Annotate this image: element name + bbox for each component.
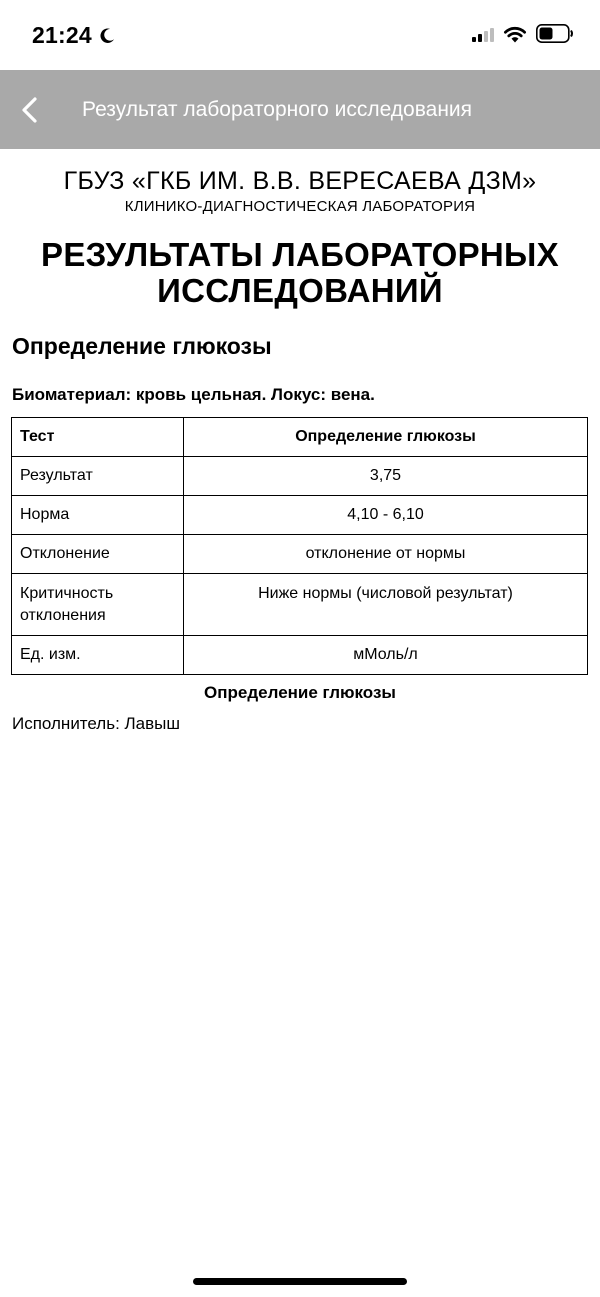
row-label-criticality-line-2: отклонения	[20, 607, 106, 624]
status-bar	[0, 0, 600, 70]
executor-line: Исполнитель: Лавыш	[12, 714, 181, 733]
status-time	[32, 22, 116, 49]
table-row	[12, 496, 588, 535]
organization-name: ГБУЗ «ГКБ ИМ. В.В. ВЕРЕСАЕВА ДЗМ»	[63, 167, 537, 195]
row-label-criticality-line-1: Критичность	[20, 585, 114, 602]
row-label-units: Ед. изм.	[12, 636, 184, 675]
table-header-test: Тест	[12, 418, 184, 457]
row-value-norm: 4,10 - 6,10	[184, 496, 588, 535]
row-label-criticality	[12, 574, 184, 636]
nav-title: Результат лабораторного исследования	[82, 98, 473, 121]
battery-icon	[536, 24, 574, 43]
row-label-norm: Норма	[12, 496, 184, 535]
home-indicator[interactable]	[193, 1278, 407, 1285]
row-label-deviation: Отклонение	[12, 535, 184, 574]
wifi-icon	[503, 25, 527, 43]
biomaterial-line: Биоматериал: кровь цельная. Локус: вена.	[12, 385, 375, 404]
nav-bar	[0, 70, 600, 149]
results-table	[11, 417, 588, 675]
document-title	[0, 237, 600, 309]
row-value-result: 3,75	[184, 457, 588, 496]
row-value-units: мМоль/л	[184, 636, 588, 675]
row-value-deviation: отклонение от нормы	[184, 535, 588, 574]
status-time-text: 21:24	[32, 22, 92, 48]
cellular-signal-icon	[472, 26, 494, 42]
laboratory-name: КЛИНИКО-ДИАГНОСТИЧЕСКАЯ ЛАБОРАТОРИЯ	[124, 198, 476, 215]
table-header-row	[12, 418, 588, 457]
document-title-line-1: РЕЗУЛЬТАТЫ ЛАБОРАТОРНЫХ	[41, 236, 559, 273]
row-label-result: Результат	[12, 457, 184, 496]
table-caption: Определение глюкозы	[204, 683, 396, 702]
table-row	[12, 636, 588, 675]
chevron-left-icon[interactable]	[20, 97, 40, 123]
table-header-test-name: Определение глюкозы	[184, 418, 588, 457]
document-title-line-2: ИССЛЕДОВАНИЙ	[157, 272, 443, 309]
row-value-criticality: Ниже нормы (числовой результат)	[184, 574, 588, 636]
status-icons	[472, 24, 574, 43]
table-row	[12, 457, 588, 496]
table-row	[12, 574, 588, 636]
table-row	[12, 535, 588, 574]
test-heading: Определение глюкозы	[12, 333, 272, 359]
moon-icon	[98, 27, 116, 45]
